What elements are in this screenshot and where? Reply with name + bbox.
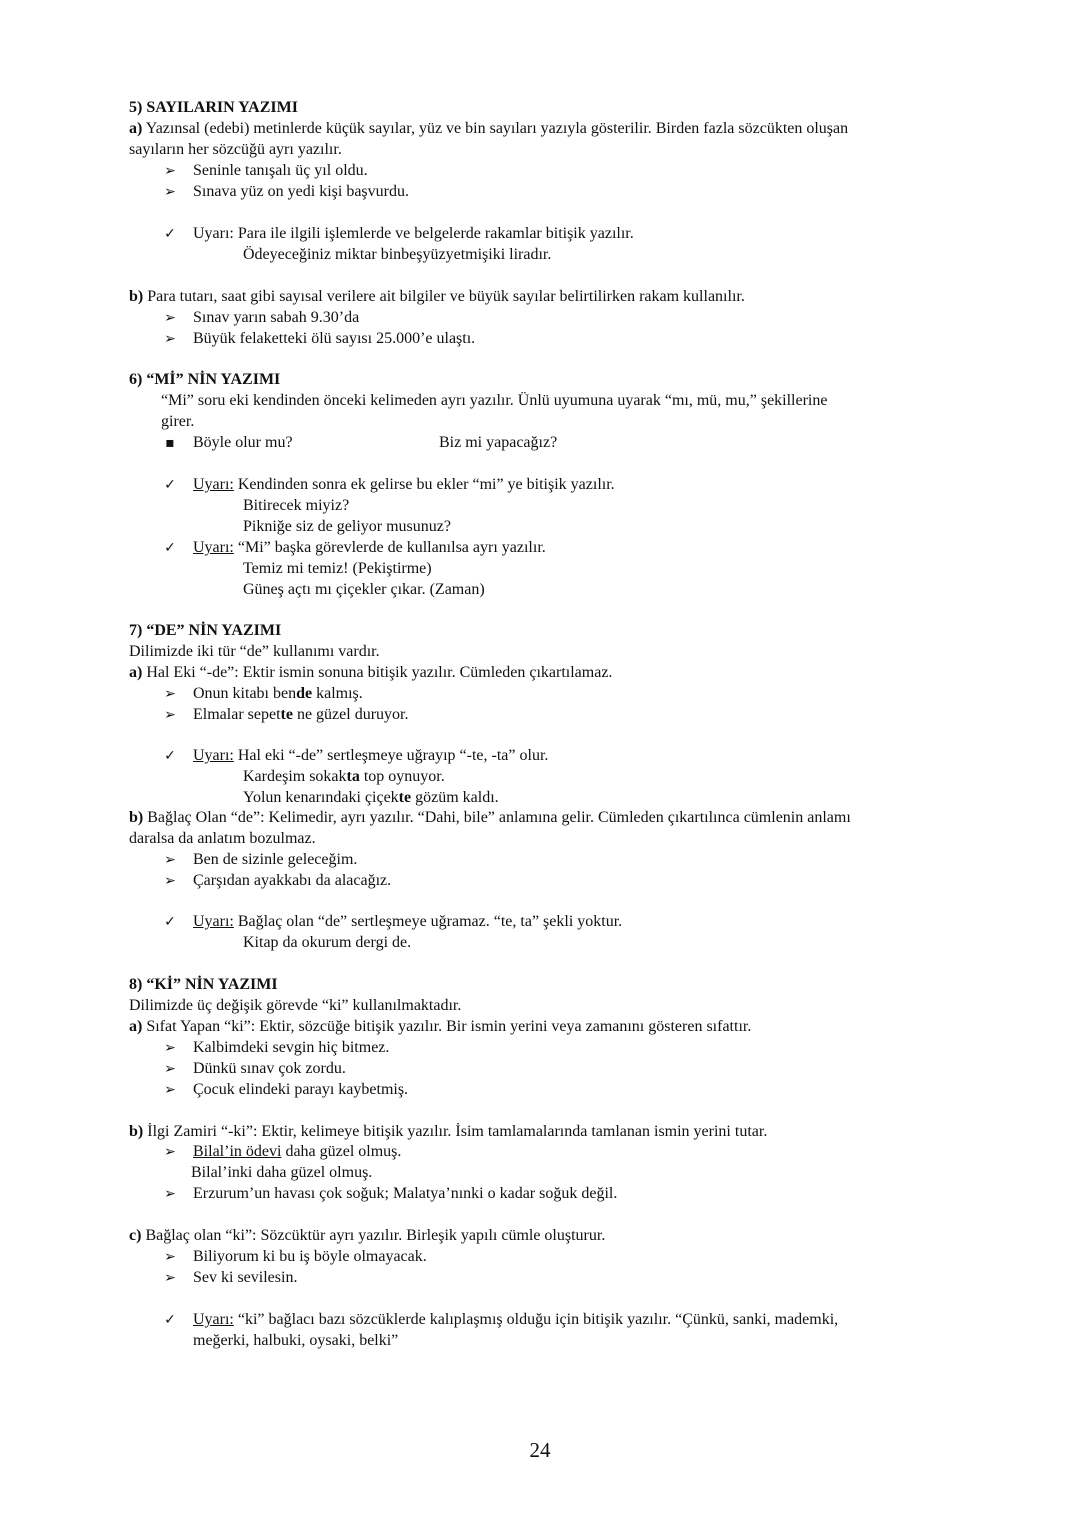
arrow-bullet-icon: ➢ [164, 1061, 176, 1077]
warning-text: Uyarı: Bağlaç olan “de” sertleşmeye uğramaz. “te, ta” şekli yoktur. [193, 913, 623, 930]
warning-example: Temiz mi temiz! (Pekiştirme) [243, 560, 432, 577]
s8-intro: Dilimizde üç değişik görevde “ki” kullanılmaktadır. [129, 997, 462, 1014]
arrow-bullet-icon: ➢ [164, 1249, 176, 1265]
warning-example: Kitap da okurum dergi de. [243, 934, 412, 951]
s7-intro: Dilimizde iki tür “de” kullanımı vardır. [129, 643, 380, 660]
s6-text-line2: girer. [161, 413, 195, 430]
check-icon: ✓ [164, 226, 176, 242]
example: Bilal’inki daha güzel olmuş. [191, 1164, 373, 1181]
s5-a-line1: a) Yazınsal (edebi) metinlerde küçük sayılar, yüz ve bin sayıları yazıyla gösterilir. Birden fazla sözcükten oluşan [129, 120, 849, 137]
square-bullet-icon: ▪ [165, 435, 175, 451]
s8-b-line: b) İlgi Zamiri “-ki”: Ektir, kelimeye bitişik yazılır. İsim tamlamalarında tamlanan ismin yerini tutar. [129, 1123, 768, 1140]
example: Seninle tanışalı üç yıl oldu. [193, 162, 368, 179]
check-icon: ✓ [164, 748, 176, 764]
warning-example: Pikniğe siz de geliyor musunuz? [243, 518, 451, 535]
example: Çarşıdan ayakkabı da alacağız. [193, 872, 392, 889]
arrow-bullet-icon: ➢ [164, 331, 176, 347]
warning-text: Uyarı: “ki” bağlacı bazı sözcüklerde kalıplaşmış olduğu için bitişik yazılır. “Çünkü, sanki, mademki, [193, 1311, 839, 1328]
example: Çocuk elindeki parayı kaybetmiş. [193, 1081, 409, 1098]
section-7-title: 7) “DE” NİN YAZIMI [129, 622, 282, 639]
example: Sınav yarın sabah 9.30’da [193, 309, 360, 326]
example: Onun kitabı bende kalmış. [193, 685, 363, 702]
arrow-bullet-icon: ➢ [164, 852, 176, 868]
s7-b-line2: daralsa da anlatım bozulmaz. [129, 830, 316, 847]
warning-example: Yolun kenarındaki çiçekte gözüm kaldı. [243, 789, 499, 806]
s5-a-line2: sayıların her sözcüğü ayrı yazılır. [129, 141, 342, 158]
warning-text: Uyarı: Kendinden sonra ek gelirse bu ekler “mi” ye bitişik yazılır. [193, 476, 615, 493]
warning-example: Bitirecek miyiz? [243, 497, 350, 514]
page-number: 24 [529, 1438, 551, 1462]
arrow-bullet-icon: ➢ [164, 707, 176, 723]
section-6-title: 6) “Mİ” NİN YAZIMI [129, 371, 281, 388]
warning-text: Uyarı: Hal eki “-de” sertleşmeye uğrayıp “-te, -ta” olur. [193, 747, 549, 764]
section-5-title: 5) SAYILARIN YAZIMI [129, 99, 298, 116]
check-icon: ✓ [164, 1312, 176, 1328]
check-icon: ✓ [164, 540, 176, 556]
example: Elmalar sepette ne güzel duruyor. [193, 706, 409, 723]
s8-c-line: c) Bağlaç olan “ki”: Sözcüktür ayrı yazılır. Birleşik yapılı cümle oluşturur. [129, 1227, 606, 1244]
example: Kalbimdeki sevgin hiç bitmez. [193, 1039, 390, 1056]
warning-example: Kardeşim sokakta top oynuyor. [243, 768, 445, 785]
example: Sev ki sevilesin. [193, 1269, 298, 1286]
example: Biliyorum ki bu iş böyle olmayacak. [193, 1248, 427, 1265]
arrow-bullet-icon: ➢ [164, 1082, 176, 1098]
example: Biz mi yapacağız? [439, 434, 558, 451]
example: Erzurum’un havası çok soğuk; Malatya’nınki o kadar soğuk değil. [193, 1185, 618, 1202]
arrow-bullet-icon: ➢ [164, 686, 176, 702]
arrow-bullet-icon: ➢ [164, 1270, 176, 1286]
warning-example: Güneş açtı mı çiçekler çıkar. (Zaman) [243, 581, 485, 598]
example: Sınava yüz on yedi kişi başvurdu. [193, 183, 409, 200]
example: Büyük felaketteki ölü sayısı 25.000’e ulaştı. [193, 330, 476, 347]
example: Böyle olur mu? [193, 434, 293, 451]
check-icon: ✓ [164, 914, 176, 930]
warning-text: Uyarı: Para ile ilgili işlemlerde ve belgelerde rakamlar bitişik yazılır. [193, 225, 634, 242]
arrow-bullet-icon: ➢ [164, 184, 176, 200]
s7-b-line1: b) Bağlaç Olan “de”: Kelimedir, ayrı yazılır. “Dahi, bile” anlamına gelir. Cümleden çıkartılınca cümlenin anlamı [129, 809, 851, 826]
section-8-title: 8) “Kİ” NİN YAZIMI [129, 976, 278, 993]
warning-example: Ödeyeceğiniz miktar binbeşyüzyetmişiki liradır. [243, 246, 552, 263]
s6-text-line1: “Mi” soru eki kendinden önceki kelimeden ayrı yazılır. Ünlü uyumuna uyarak “mı, mü, mu,” şekillerine [161, 392, 828, 409]
example: Ben de sizinle geleceğim. [193, 851, 358, 868]
s7-a-line: a) Hal Eki “-de”: Ektir ismin sonuna bitişik yazılır. Cümleden çıkartılamaz. [129, 664, 613, 681]
arrow-bullet-icon: ➢ [164, 873, 176, 889]
s5-b-line: b) Para tutarı, saat gibi sayısal verilere ait bilgiler ve büyük sayılar belirtilirken rakam kullanılır. [129, 288, 745, 305]
s8-a-line: a) Sıfat Yapan “ki”: Ektir, sözcüğe bitişik yazılır. Bir ismin yerini veya zamanını gösteren sıfattır. [129, 1018, 752, 1035]
arrow-bullet-icon: ➢ [164, 163, 176, 179]
arrow-bullet-icon: ➢ [164, 1040, 176, 1056]
arrow-bullet-icon: ➢ [164, 310, 176, 326]
example: Bilal’in ödevi daha güzel olmuş. [193, 1143, 402, 1160]
warning-text-line2: meğerki, halbuki, oysaki, belki” [193, 1332, 399, 1349]
warning-text: Uyarı: “Mi” başka görevlerde de kullanılsa ayrı yazılır. [193, 539, 546, 556]
check-icon: ✓ [164, 477, 176, 493]
example: Dünkü sınav çok zordu. [193, 1060, 346, 1077]
arrow-bullet-icon: ➢ [164, 1144, 176, 1160]
arrow-bullet-icon: ➢ [164, 1186, 176, 1202]
